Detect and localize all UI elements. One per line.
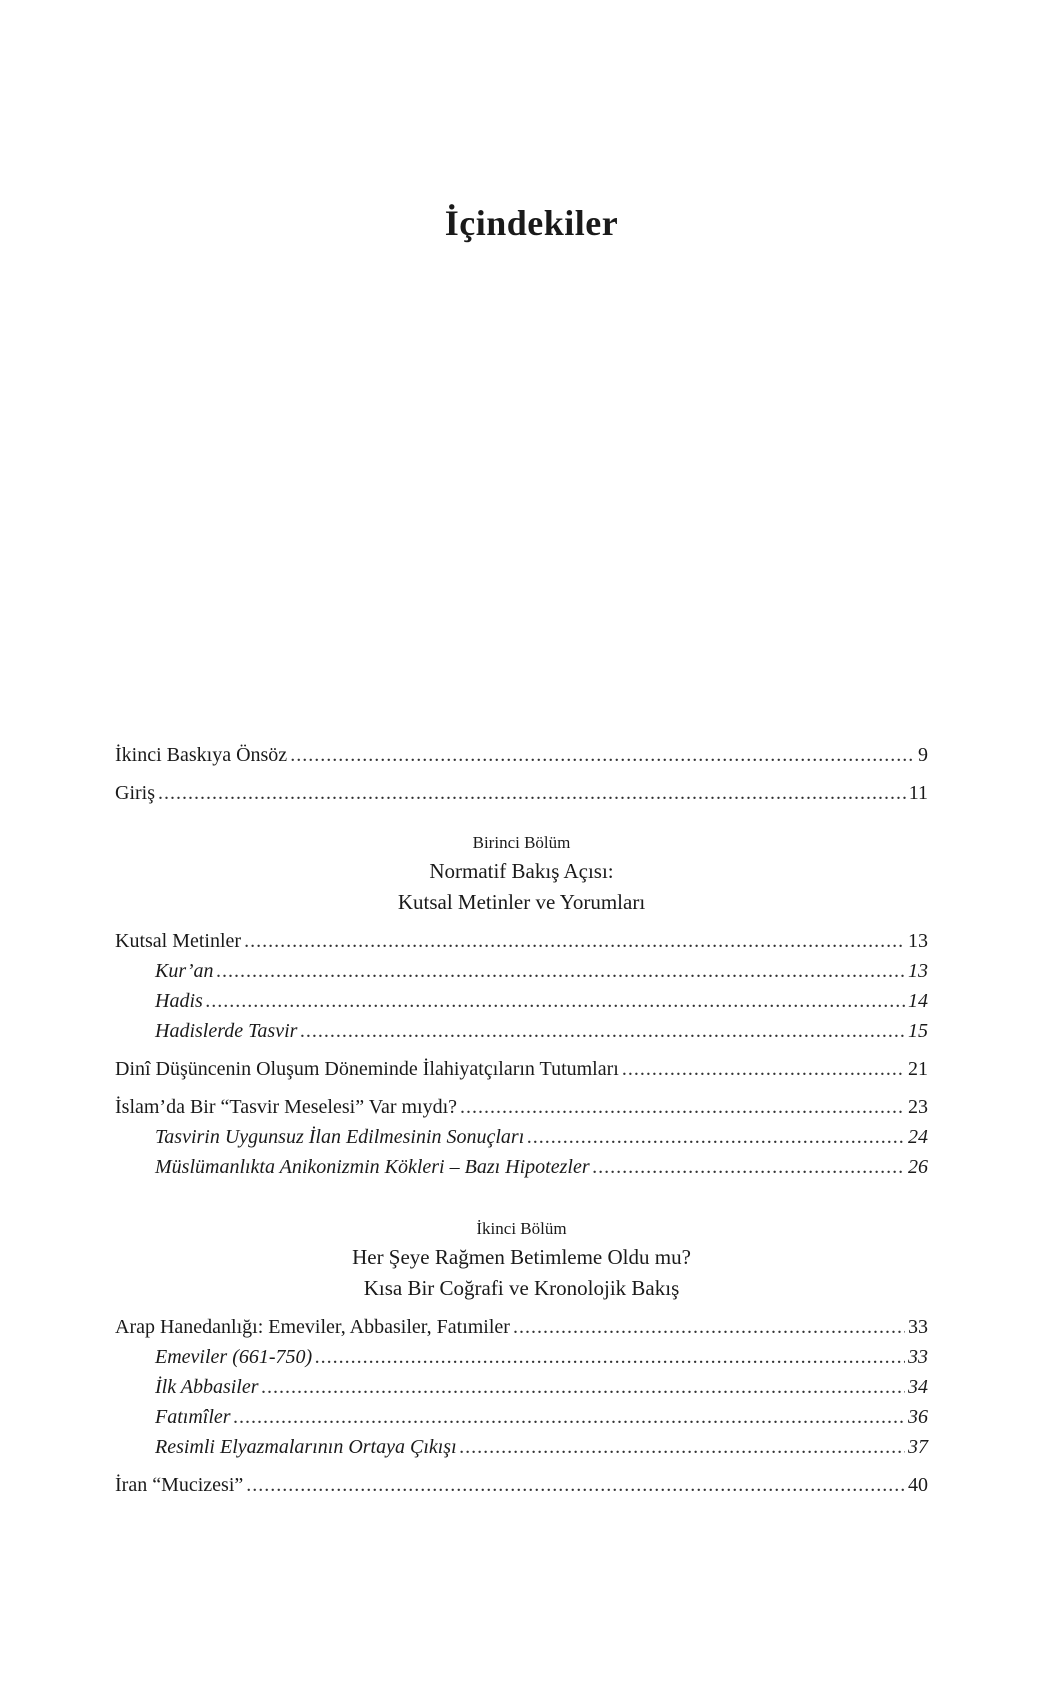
toc-subentry[interactable] — [115, 1432, 928, 1462]
toc-entry-label: İran “Mucizesi” — [115, 1474, 244, 1496]
toc-entry-label: Kur’an — [155, 960, 214, 982]
dot-leader — [460, 1432, 905, 1462]
dot-leader — [158, 778, 906, 808]
toc-subentry[interactable] — [115, 1016, 928, 1046]
toc-entry-page: 34 — [908, 1376, 928, 1398]
toc-entry-label: Emeviler (661-750) — [155, 1346, 313, 1368]
toc-entry-page: 11 — [908, 782, 928, 804]
section-kicker: Birinci Bölüm — [472, 833, 571, 852]
toc-entry-page: 37 — [908, 1436, 928, 1458]
dot-leader — [206, 986, 905, 1016]
toc-entry-label: Dinî Düşüncenin Oluşum Döneminde İlahiyatçıların Tutumları — [115, 1058, 619, 1080]
section-title-line1: Her Şeye Rağmen Betimleme Oldu mu? — [352, 1245, 691, 1269]
toc-entry-page: 40 — [908, 1474, 928, 1496]
toc-entry-label: Fatımîler — [155, 1406, 231, 1428]
toc-subentry[interactable] — [115, 1372, 928, 1402]
toc-entry[interactable] — [115, 778, 928, 808]
dot-leader — [262, 1372, 905, 1402]
toc-entry-page: 21 — [908, 1058, 928, 1080]
dot-leader — [300, 1016, 905, 1046]
toc-entry[interactable] — [115, 1470, 928, 1500]
toc-entry-label: İkinci Baskıya Önsöz — [115, 744, 288, 766]
toc-entry-page: 13 — [908, 930, 928, 952]
toc-entry[interactable] — [115, 1312, 928, 1342]
toc-entry-label: İslam’da Bir “Tasvir Meselesi” Var mıydı? — [115, 1096, 458, 1118]
section-title-line1: Normatif Bakış Açısı: — [429, 859, 614, 883]
section-kicker: İkinci Bölüm — [476, 1219, 567, 1238]
toc-entry-page: 33 — [908, 1316, 928, 1338]
toc-entry-page: 23 — [908, 1096, 928, 1118]
toc-subentry[interactable] — [115, 1342, 928, 1372]
toc-entry-label: Müslümanlıkta Anikonizmin Kökleri – Bazı Hipotezler — [155, 1156, 590, 1178]
dot-leader — [234, 1402, 905, 1432]
toc-entry-page: 26 — [908, 1156, 928, 1178]
toc-entry-label: Hadislerde Tasvir — [155, 1020, 298, 1042]
toc-entry-page: 24 — [908, 1126, 928, 1148]
toc-entry-label: Hadis — [155, 990, 203, 1012]
toc-entry-page: 13 — [908, 960, 928, 982]
toc-entry-page: 33 — [908, 1346, 928, 1368]
toc-entry-page: 14 — [908, 990, 928, 1012]
dot-leader — [513, 1312, 905, 1342]
section-heading — [115, 1216, 928, 1304]
dot-leader — [622, 1054, 905, 1084]
dot-leader — [315, 1342, 905, 1372]
dot-leader — [460, 1092, 905, 1122]
dot-leader — [217, 956, 905, 986]
toc-entry[interactable] — [115, 740, 928, 770]
table-of-contents — [115, 740, 928, 1500]
page-title: İçindekiler — [444, 203, 619, 244]
dot-leader — [593, 1152, 905, 1182]
dot-leader — [246, 1470, 905, 1500]
dot-leader — [244, 926, 905, 956]
toc-subentry[interactable] — [115, 1152, 928, 1182]
toc-subentry[interactable] — [115, 956, 928, 986]
toc-entry-label: Giriş — [115, 782, 155, 804]
toc-entry-page: 15 — [908, 1020, 928, 1042]
toc-entry-label: İlk Abbasiler — [155, 1376, 259, 1398]
section-heading — [115, 830, 928, 918]
toc-entry-label: Kutsal Metinler — [115, 930, 242, 952]
toc-subentry[interactable] — [115, 986, 928, 1016]
dot-leader — [527, 1122, 905, 1152]
toc-entry-label: Arap Hanedanlığı: Emeviler, Abbasiler, Fatımiler — [115, 1316, 510, 1338]
toc-entry-label: Tasvirin Uygunsuz İlan Edilmesinin Sonuçları — [155, 1126, 525, 1148]
toc-subentry[interactable] — [115, 1122, 928, 1152]
toc-entry[interactable] — [115, 926, 928, 956]
toc-entry-page: 36 — [908, 1406, 928, 1428]
toc-entry[interactable] — [115, 1054, 928, 1084]
toc-entry-page: 9 — [918, 744, 928, 766]
section-title-line2: Kutsal Metinler ve Yorumları — [397, 890, 646, 914]
toc-entry[interactable] — [115, 1092, 928, 1122]
toc-subentry[interactable] — [115, 1402, 928, 1432]
dot-leader — [290, 740, 915, 770]
toc-entry-label: Resimli Elyazmalarının Ortaya Çıkışı — [155, 1436, 457, 1458]
section-title-line2: Kısa Bir Coğrafi ve Kronolojik Bakış — [363, 1276, 680, 1300]
